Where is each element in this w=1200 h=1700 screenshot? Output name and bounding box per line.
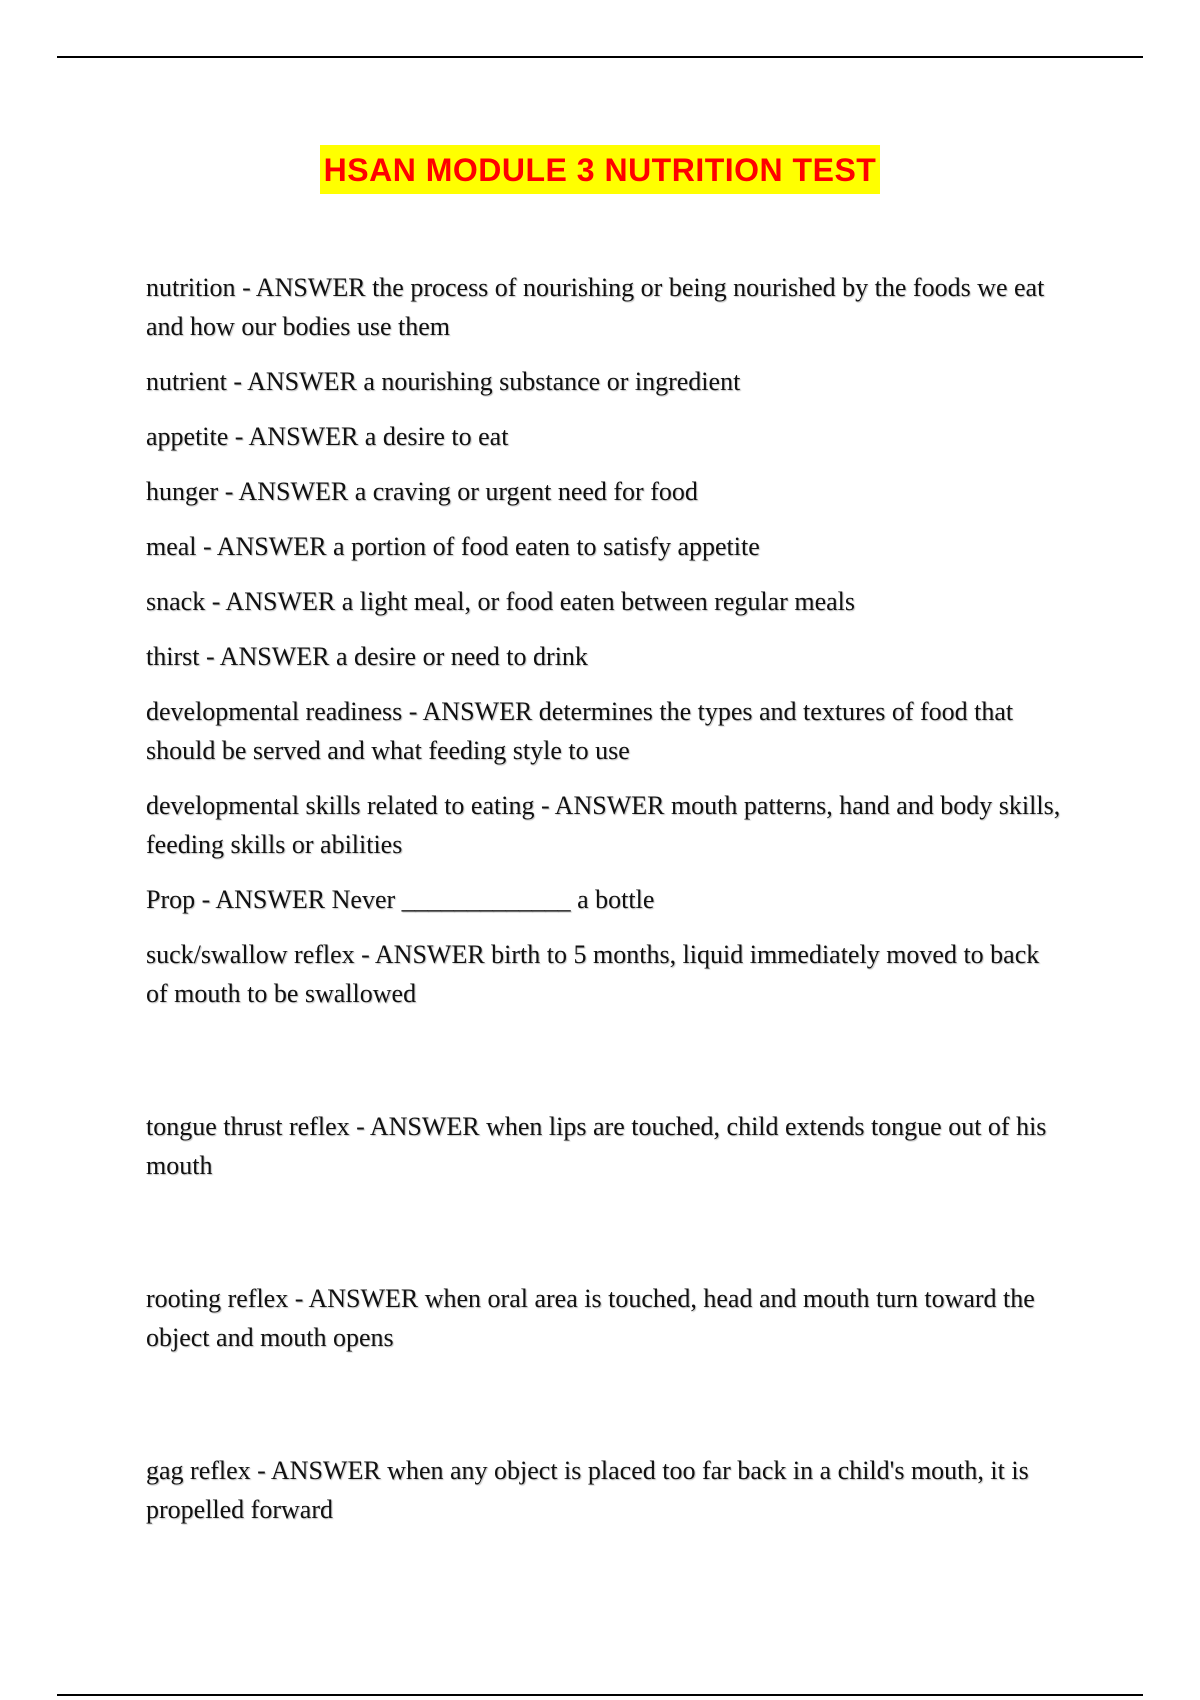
qa-definition: a portion of food eaten to satisfy appetite xyxy=(333,532,760,561)
qa-entry-nutrient xyxy=(146,362,1066,401)
qa-term: meal xyxy=(146,532,197,561)
qa-list xyxy=(146,268,1066,1545)
answer-separator: - ANSWER xyxy=(199,642,336,671)
qa-term: nutrition xyxy=(146,273,236,302)
qa-definition: birth to 5 months, liquid immediately moved to back of mouth to be swallowed xyxy=(146,940,1046,1008)
qa-term: developmental skills related to eating xyxy=(146,791,535,820)
qa-definition: Never _____________ a bottle xyxy=(331,885,655,914)
qa-entry-nutrition xyxy=(146,268,1066,346)
qa-term: Prop xyxy=(146,885,196,914)
answer-separator: - ANSWER xyxy=(402,697,539,726)
qa-entry-developmental-readiness xyxy=(146,692,1066,770)
qa-definition: when oral area is touched, head and mouth turn toward the object and mouth opens xyxy=(146,1284,1042,1352)
qa-entry-thirst xyxy=(146,637,1066,676)
qa-entry-meal xyxy=(146,527,1066,566)
qa-term: suck/swallow reflex xyxy=(146,940,355,969)
qa-entry-developmental-skills xyxy=(146,786,1066,864)
qa-entry-tongue-thrust-reflex xyxy=(146,1107,1066,1185)
qa-term: nutrient xyxy=(146,367,227,396)
answer-separator: - ANSWER xyxy=(349,1112,487,1141)
answer-separator: - ANSWER xyxy=(250,1456,388,1485)
qa-entry-rooting-reflex xyxy=(146,1279,1066,1357)
qa-term: tongue thrust reflex xyxy=(146,1112,350,1141)
qa-definition: a desire to eat xyxy=(364,422,509,451)
qa-entry-gag-reflex xyxy=(146,1451,1066,1529)
qa-definition: a desire or need to drink xyxy=(335,642,588,671)
qa-entry-hunger xyxy=(146,472,1066,511)
qa-term: rooting reflex xyxy=(146,1284,289,1313)
qa-term: snack xyxy=(146,587,206,616)
bottom-rule xyxy=(57,1694,1143,1696)
answer-separator: - ANSWER xyxy=(534,791,671,820)
document-title: HSAN MODULE 3 NUTRITION TEST xyxy=(320,145,881,194)
qa-term: gag reflex xyxy=(146,1456,251,1485)
qa-term: thirst xyxy=(146,642,200,671)
qa-entry-suck-swallow-reflex xyxy=(146,935,1066,1013)
qa-definition: determines the types and textures of food that should be served and what feeding style to use xyxy=(146,697,1020,765)
answer-separator: - ANSWER xyxy=(235,273,373,302)
qa-definition: mouth patterns, hand and body skills, feeding skills or abilities xyxy=(146,791,1067,859)
qa-term: appetite xyxy=(146,422,229,451)
answer-separator: - ANSWER xyxy=(205,587,342,616)
qa-entry-prop xyxy=(146,880,1066,919)
qa-definition: a nourishing substance or ingredient xyxy=(363,367,741,396)
answer-separator: - ANSWER xyxy=(226,367,364,396)
title-container xyxy=(0,145,1200,194)
answer-separator: - ANSWER xyxy=(288,1284,425,1313)
answer-separator: - ANSWER xyxy=(354,940,492,969)
qa-term: hunger xyxy=(146,477,219,506)
qa-entry-appetite xyxy=(146,417,1066,456)
answer-separator: - ANSWER xyxy=(196,532,334,561)
qa-entry-snack xyxy=(146,582,1066,621)
qa-definition: a light meal, or food eaten between regular meals xyxy=(341,587,855,616)
qa-definition: when lips are touched, child extends tongue out of his mouth xyxy=(146,1112,1053,1180)
answer-separator: - ANSWER xyxy=(218,477,355,506)
answer-separator: - ANSWER xyxy=(228,422,365,451)
qa-definition: a craving or urgent need for food xyxy=(354,477,698,506)
qa-definition: when any object is placed too far back in a child's mouth, it is propelled forward xyxy=(146,1456,1036,1524)
top-rule xyxy=(57,56,1143,58)
qa-definition: the process of nourishing or being nourished by the foods we eat and how our bodies use them xyxy=(146,273,1051,341)
qa-term: developmental readiness xyxy=(146,697,403,726)
answer-separator: - ANSWER xyxy=(195,885,332,914)
